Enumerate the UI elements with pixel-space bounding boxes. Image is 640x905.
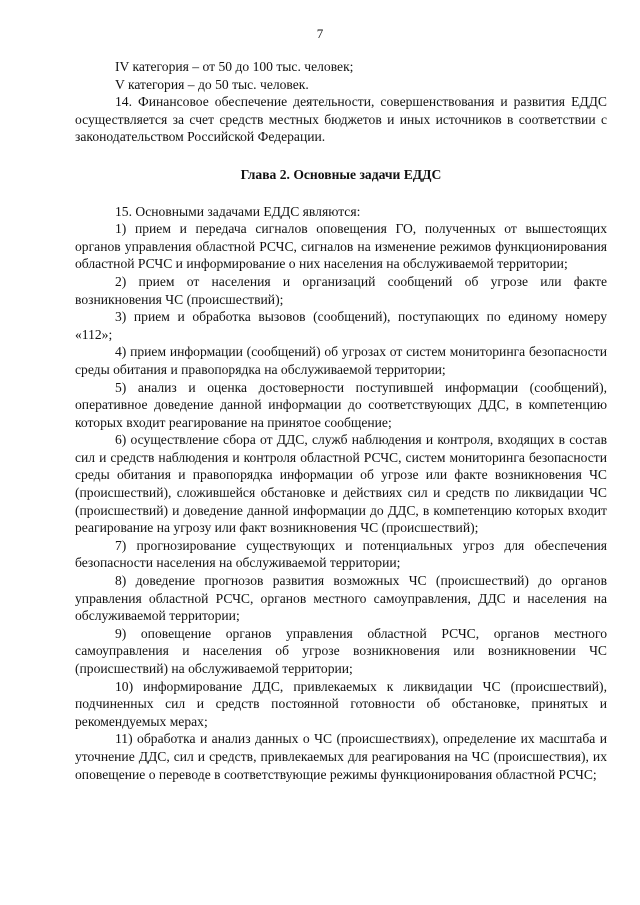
- task-item-10: 10) информирование ДДС, привлекаемых к ликвидации ЧС (происшествий), подчиненных сил и средств постоянной готовности об обстановке, принятых и рекомендуемых мерах;: [75, 678, 607, 729]
- task-item-1: 1) прием и передача сигналов оповещения ГО, полученных от вышестоящих органов управления областной РСЧС, сигналов на изменение режимов функционирования областной РСЧС и информирование о них населения на обслуживаемой территории;: [75, 221, 607, 272]
- paragraph-category-v: V категория – до 50 тыс. человек.: [115, 76, 309, 92]
- task-item-9: 9) оповещение органов управления областной РСЧС, органов местного самоуправления и населения об угрозе возникновения или возникновении ЧС (происшествий) на обслуживаемой территории;: [75, 625, 607, 676]
- task-item-11: 11) обработка и анализ данных о ЧС (происшествиях), определение их масштаба и уточнение ДДС, сил и средств, привлекаемых для реагирования на ЧС (происшествия), их оповещение о переводе в соответствующие режимы функционирования областной РСЧС;: [75, 731, 607, 782]
- chapter-title: Глава 2. Основные задачи ЕДДС: [240, 166, 442, 182]
- task-item-8: 8) доведение прогнозов развития возможных ЧС (происшествий) до органов управления областной РСЧС, органов местного самоуправления, ДДС и населения на обслуживаемой территории;: [75, 573, 607, 624]
- page-number: 7: [316, 26, 324, 41]
- task-item-4: 4) прием информации (сообщений) об угрозах от систем мониторинга безопасности среды обитания и правопорядка на обслуживаемой территории;: [75, 344, 607, 377]
- paragraph-14: 14. Финансовое обеспечение деятельности, совершенствования и развития ЕДДС осуществляется за счет средств местных бюджетов и иных источников в соответствии с законодательством Российской Федерации.: [75, 94, 607, 145]
- task-item-5: 5) анализ и оценка достоверности поступившей информации (сообщений), оперативное доведение данной информации до соответствующих ДДС, в компетенцию которых входит реагирование на принятое сообщение;: [75, 379, 607, 430]
- task-item-7: 7) прогнозирование существующих и потенциальных угроз для обеспечения безопасности населения на обслуживаемой территории;: [75, 537, 607, 571]
- paragraph-category-iv: IV категория – от 50 до 100 тыс. человек;: [115, 59, 354, 74]
- paragraph-15-intro: 15. Основными задачами ЕДДС являются:: [115, 203, 361, 219]
- task-item-3: 3) прием и обработка вызовов (сообщений), поступающих по единому номеру «112»;: [75, 309, 607, 342]
- document-body: [75, 58, 607, 783]
- task-item-6: 6) осуществление сбора от ДДС, служб наблюдения и контроля, входящих в состав сил и средств наблюдения и контроля областной РСЧС, систем мониторинга безопасности среды обитания и правопорядка информации об угрозе или факте возникновения ЧС (происшествий), сложившейся обстановке и действиях сил и средств по ликвидации ЧС (происшествий) и доведение данной информации до ДДС, в компетенцию которых входит реагирование на угрозу или факт возникновения ЧС (происшествий);: [75, 432, 607, 536]
- task-item-2: 2) прием от населения и организаций сообщений об угрозе или факте возникновения ЧС (происшествий);: [75, 273, 607, 307]
